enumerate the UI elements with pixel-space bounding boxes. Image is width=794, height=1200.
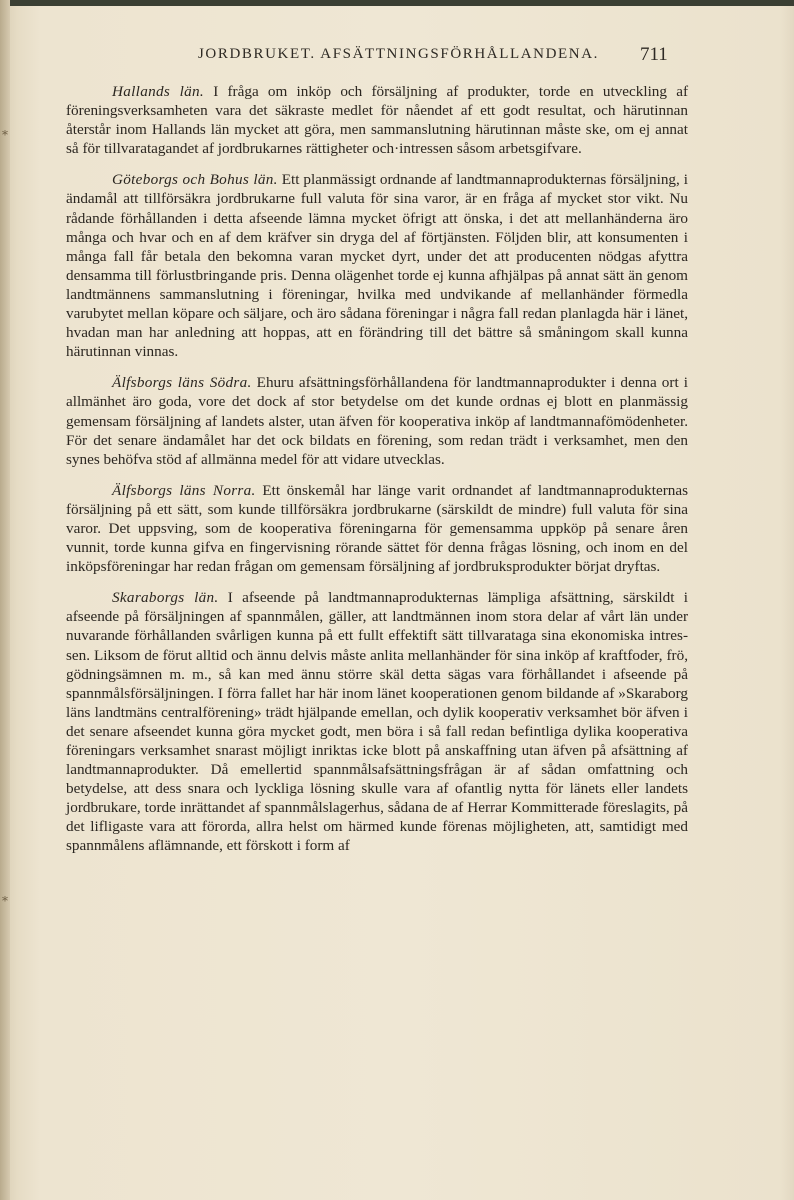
page-spine-shadow <box>0 0 10 1200</box>
region-heading: Älfsborgs läns Södra. <box>112 374 252 392</box>
running-head: JORDBRUKET. AFSÄTTNINGSFÖRHÅLLANDENA. <box>198 46 600 62</box>
paragraph-skaraborgs <box>66 588 688 855</box>
margin-mark-icon: ⁎ <box>2 890 8 904</box>
region-heading: Göteborgs och Bohus län. <box>112 171 278 189</box>
paragraph-text: I afseende på landtmannaprodukternas lämpliga afsättning, särskildt i afseende på försäljningen af spannmålen, gäller, att landtmännen inom stora delar af vårt län under nuvarande förhållanden svårligen kunna på ett fullt effektift sätt tillvarataga sina ekonomiska intressen. Liksom de förut alltid och ännu delvis måste anlita mellanhänder för sina inköp af kraftfoder, frö, gödningsämnen m. m., så kan med ännu större skäl detta sägas vara förhållandet i afseende på spannmålsförsäljningen. I förra fallet har här inom länet kooperationen genom bildande af »Skaraborg läns landtmäns centralförening» trädt hjälpande emellan, och dylik kooperativ verksamhet bör äfven i det senare afseendet kunna göra mycket godt, men böra i så fall redan befintliga dylika kooperativa föreningars verksamhet snarast möjligt inriktas icke blott på anskaffning utan äfven på afsättning af landtmannaprodukter. Då emellertid spannmålsafsättningsfrågan är af sådan omfattning och betydelse, att dess snara och lyckliga lösning skulle vara af ofantlig nytta för länets eller landets jordbrukare, torde inrättandet af spannmålslagerhus, sådana de af Herrar Kommitterade föreslagits, på det lifligaste vara att förorda, allra helst om härmed kunde förenas möjligheten, att, samtidigt med spannmålens aflämnande, ett förskott i form af <box>66 589 688 855</box>
page-number: 711 <box>640 44 668 65</box>
paragraph-text: Ett planmässigt ordnande af landtmannaprodukternas försäljning, i ändamål att tillförsäkra jordbrukarne full valuta för sina varor, är en fråga af mycket stor vikt. Nu rådande förhållanden i detta afseende lämna mycket öfrigt att önska, i det att mellanhänderna äro många och hvar och en af dem kräfver sin dryga del af förtjänsten. Följden blir, att konsumenten i många fall får betala den bekomna varan mycket dyrt, under det att producenten nödgas afyttra densamma till förlustbringande pris. Denna olägenhet torde ej kunna afhjälpas på annat sätt än genom landtmännens sammanslutning i föreningar, hvilka med undvikande af mellanhänder förmedla varubytet mellan köpare och säljare, och äro sådana föreningar i några fall redan planlagda här i länet, hvadan man har anledning att hoppas, att en förändring till det bättre så småningom skall kunna härutinnan vinnas. <box>66 171 688 361</box>
paragraph-hallands <box>66 82 688 158</box>
paragraph-text: I fråga om inköp och försäljning af produkter, torde en utveckling af föreningsverksamheten vara det säkraste medlet för nåendet af ett godt resultat, och härutinnan återstår inom Hallands län mycket att göra, men sammanslutning härutinnan måste ske, om ej annat så för tillvaratagandet af jordbrukarnes rättigheter och·intressen såsom arbetsgifvare. <box>66 83 688 158</box>
page-top-edge <box>0 0 794 6</box>
paragraph-goteborgs-bohus <box>66 170 688 361</box>
paragraph-text: Ett önskemål har länge varit ordnandet af landtmannaprodukternas försäljning på ett sätt, som kunde tillförsäkra jordbrukarne (särskildt de mindre) full valuta för sina varor. Det uppsving, som de kooperativa föreningarna för gemensamma uppköp på senare åren vunnit, torde kunna gifva en fingervisning rörande sättet för denna frågas lösning, och inom en del inköpsföreningar har redan frågan om gemensam försäljning af jordbruksprodukter börjat dryftas. <box>66 481 689 576</box>
paragraph-alfsborgs-sodra <box>66 373 688 468</box>
page-header <box>0 44 794 70</box>
region-heading: Skaraborgs län. <box>112 589 219 607</box>
paragraph-text: Ehuru afsättningsförhållandena för landtmannaprodukter i denna ort i allmänhet äro goda, vore det dock af stor betydelse om det kunde ordnas ej blott en planmässig gemensam försäljning af landets alster, utan äfven för kooperativa inköp af landtmannafömödenheter. För det senare ändamålet har det ock bildats en förening, som redan trädt i verksamhet, men den synes behöfva stöd af allmänna medel för att vidare utvecklas. <box>66 374 688 468</box>
margin-mark-icon: ⁎ <box>2 124 8 138</box>
paragraph-alfsborgs-norra <box>66 481 688 576</box>
region-heading: Älfsborgs läns Norra. <box>112 481 256 499</box>
region-heading: Hallands län. <box>112 83 205 100</box>
body-text <box>66 82 688 868</box>
